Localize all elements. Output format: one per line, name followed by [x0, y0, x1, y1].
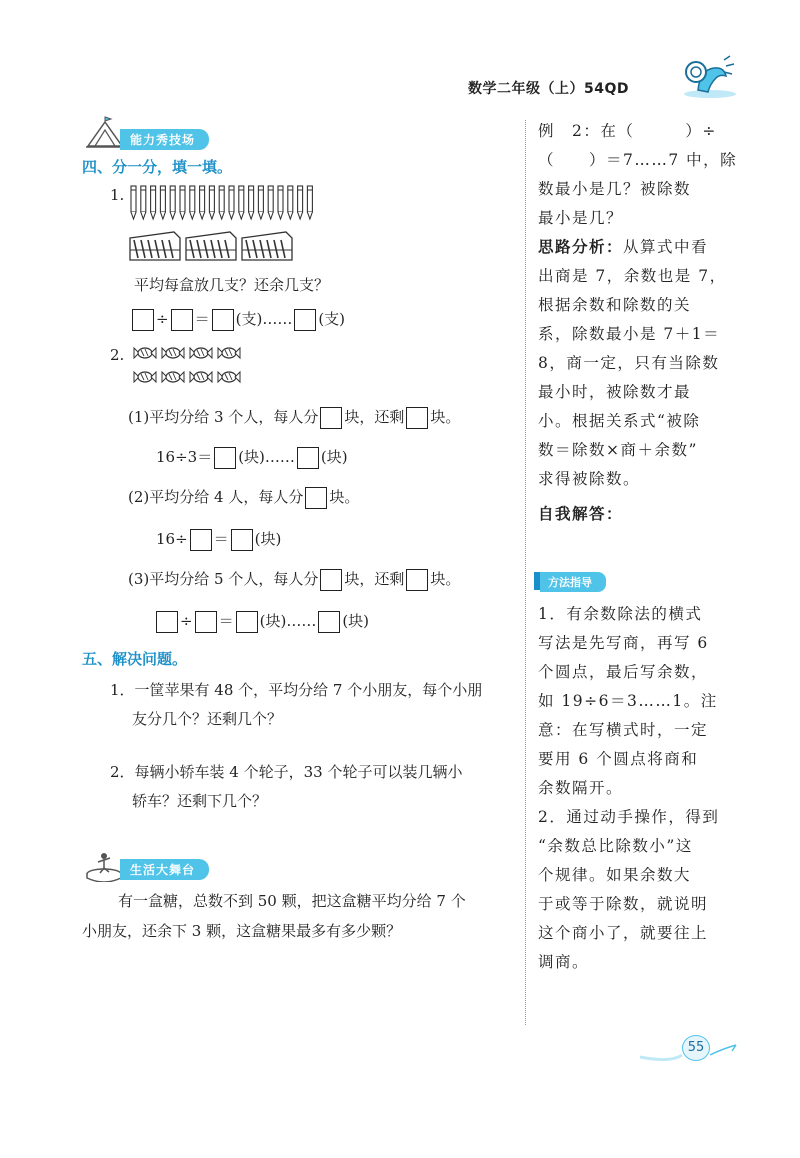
answer-box[interactable] [231, 529, 253, 551]
section5-q1 [110, 676, 482, 734]
life-problem [82, 886, 466, 946]
unit-label: (块) [254, 530, 282, 548]
unit-label: (块) [259, 612, 287, 630]
pencil-icon [209, 186, 214, 219]
pencil-icon [239, 186, 244, 219]
sidebar-line: 最小是几？ [538, 209, 624, 227]
q2-part3-text: 块，还剩 [344, 570, 405, 588]
sidebar-line: 个规律。如果余数大 [538, 866, 692, 884]
candy-icon [162, 372, 184, 382]
pencil-icon [229, 186, 234, 219]
q1-question: 平均每盒放几支？还余几支？ [134, 276, 330, 294]
example-block [538, 117, 738, 233]
answer-box[interactable] [406, 407, 428, 429]
pencil-box-icon [242, 232, 292, 260]
section5-q2 [110, 758, 462, 816]
q2-part1-text: (1)平均分给 3 个人，每人分 [128, 408, 319, 426]
candy-icon [190, 348, 212, 358]
ability-banner [84, 128, 209, 150]
answer-box[interactable] [190, 529, 212, 551]
self-answer-text: 自我解答： [538, 505, 624, 523]
unit-label: (块) [342, 612, 370, 630]
ability-banner-label: 能力秀技场 [120, 129, 209, 150]
q2-part3-equation [154, 610, 369, 633]
sidebar-line: 数＝除数×商＋余数” [538, 441, 698, 459]
pencil-icon [258, 186, 263, 219]
equals-sign: ＝ [218, 612, 234, 630]
sidebar-line: 1．有余数除法的横式 [538, 605, 703, 623]
sidebar-line: 调商。 [538, 953, 590, 971]
equals-sign: ＝ [194, 310, 210, 328]
unit-label: (块) [238, 448, 265, 466]
q2-part3-text: 块。 [430, 570, 461, 588]
remainder-dots: …… [286, 612, 317, 630]
equation-text: 16÷ [156, 530, 188, 548]
q2-number: 2. [110, 346, 125, 364]
q2-part1 [128, 406, 460, 429]
question-line: 1．一筐苹果有 48 个，平均分给 7 个小朋友，每个小朋 [110, 681, 483, 699]
method-banner [540, 571, 606, 592]
answer-box[interactable] [297, 447, 319, 469]
pencil-box-icon [186, 232, 236, 260]
sidebar-line: 2．通过动手操作，得到 [538, 808, 720, 826]
q2-part3-text: (3)平均分给 5 个人，每人分 [128, 570, 319, 588]
sidebar-line: 数最小是几？被除数 [538, 180, 692, 198]
answer-box[interactable] [320, 407, 342, 429]
candy-icon [218, 348, 240, 358]
sidebar-line: 例 2：在（ ）÷ [538, 122, 717, 140]
sidebar-line: 意：在写横式时，一定 [538, 721, 709, 739]
q2-part2-equation [156, 528, 281, 551]
q1-number: 1. [110, 186, 125, 204]
answer-box[interactable] [236, 611, 258, 633]
q2-part3 [128, 568, 460, 591]
problem-line: 有一盒糖，总数不到 50 颗，把这盒糖平均分给 7 个 [118, 892, 466, 910]
divide-sign: ÷ [180, 612, 193, 630]
answer-box[interactable] [318, 611, 340, 633]
pencil-icon [219, 186, 224, 219]
pencil-icon [170, 186, 175, 219]
sidebar-line: 小。根据关系式“被除 [538, 412, 701, 430]
sidebar-line: （ ）＝7……7 中，除 [538, 151, 738, 169]
answer-box[interactable] [171, 309, 193, 331]
sidebar-line: 8，商一定，只有当除数 [538, 354, 720, 372]
question-line: 友分几个？还剩几个？ [132, 710, 283, 728]
answer-box[interactable] [320, 569, 342, 591]
analysis-text: 从算式中看 [623, 238, 709, 256]
life-banner [84, 858, 209, 880]
pencil-icon [298, 186, 303, 219]
pencil-icon [141, 186, 146, 219]
equals-sign: ＝ [213, 530, 229, 548]
pencil-icon [131, 186, 136, 219]
mascot-illustration [680, 50, 740, 100]
problem-line: 小朋友，还余下 3 颗，这盒糖果最多有多少颗？ [82, 922, 402, 940]
answer-box[interactable] [132, 309, 154, 331]
q2-part1-text: 块。 [430, 408, 461, 426]
sidebar-line: 于或等于除数，就说明 [538, 895, 709, 913]
pencil-box-icon [130, 232, 180, 260]
candy-icon [134, 372, 156, 382]
answer-box[interactable] [406, 569, 428, 591]
sidebar-line: 要用 6 个圆点将商和 [538, 750, 699, 768]
answer-box[interactable] [214, 447, 236, 469]
sidebar-line: 写法是先写商，再写 6 [538, 634, 709, 652]
sidebar-line: “余数总比除数小”这 [538, 837, 693, 855]
candy-icon [190, 372, 212, 382]
page-number: 55 [682, 1035, 710, 1061]
unit-label: (支) [318, 310, 346, 328]
pencil-icon [180, 186, 185, 219]
q1-equation [130, 308, 345, 331]
candy-icon [162, 348, 184, 358]
unit-label: (块) [320, 448, 348, 466]
question-line: 2．每辆小轿车装 4 个轮子，33 个轮子可以装几辆小 [110, 763, 463, 781]
section-4-title: 四、分一分，填一填。 [82, 158, 233, 176]
page-header: 数学二年级（上）54QD [468, 81, 630, 97]
method-block [538, 600, 738, 977]
equation-text: 16÷3＝ [156, 448, 213, 466]
sidebar-line: 这个商小了，就要往上 [538, 924, 709, 942]
sidebar-line: 个圆点，最后写余数， [538, 663, 709, 681]
pencil-icon [278, 186, 283, 219]
remainder-dots: …… [264, 448, 295, 466]
sidebar-line: 根据余数和除数的关 [538, 296, 692, 314]
column-divider [525, 120, 526, 1025]
pencil-icon [200, 186, 205, 219]
self-answer-label [538, 500, 623, 529]
q2-part1-equation [156, 446, 348, 469]
answer-box[interactable] [305, 487, 327, 509]
analysis-line [538, 233, 738, 262]
q2-part1-text: 块，还剩 [344, 408, 405, 426]
life-banner-label: 生活大舞台 [120, 859, 209, 880]
analysis-label: 思路分析： [538, 238, 624, 256]
sidebar-line: 出商是 7，余数也是 7， [538, 267, 727, 285]
sidebar-line: 最小时，被除数才最 [538, 383, 692, 401]
q2-part2 [128, 486, 359, 509]
question-line: 轿车？还剩下几个？ [132, 792, 268, 810]
answer-box[interactable] [212, 309, 234, 331]
analysis-block [538, 233, 738, 494]
pencils-illustration [128, 184, 318, 222]
sidebar-line: 如 19÷6＝3……1。注 [538, 692, 718, 710]
pencil-icon [288, 186, 293, 219]
pencil-icon [151, 186, 156, 219]
q2-part2-text: (2)平均分给 4 人，每人分 [128, 488, 304, 506]
pencil-icon [268, 186, 273, 219]
pencil-icon [307, 186, 312, 219]
divide-sign: ÷ [156, 310, 169, 328]
sidebar-line: 求得被除数。 [538, 470, 641, 488]
pencil-boxes-illustration [128, 228, 298, 264]
candy-icon [218, 372, 240, 382]
pencil-icon [160, 186, 165, 219]
candy-icon [134, 348, 156, 358]
pencil-icon [249, 186, 254, 219]
unit-label: (支) [235, 310, 263, 328]
answer-box[interactable] [195, 611, 217, 633]
candy-illustration [130, 342, 250, 390]
pencil-icon [190, 186, 195, 219]
sidebar-line: 余数隔开。 [538, 779, 624, 797]
method-banner-label: 方法指导 [540, 572, 606, 592]
remainder-dots: …… [262, 310, 293, 328]
answer-box[interactable] [156, 611, 178, 633]
answer-box[interactable] [294, 309, 316, 331]
sidebar-line: 系，除数最小是 7＋1＝ [538, 325, 721, 343]
section-5-title: 五、解决问题。 [82, 650, 188, 668]
q2-part2-text: 块。 [329, 488, 360, 506]
